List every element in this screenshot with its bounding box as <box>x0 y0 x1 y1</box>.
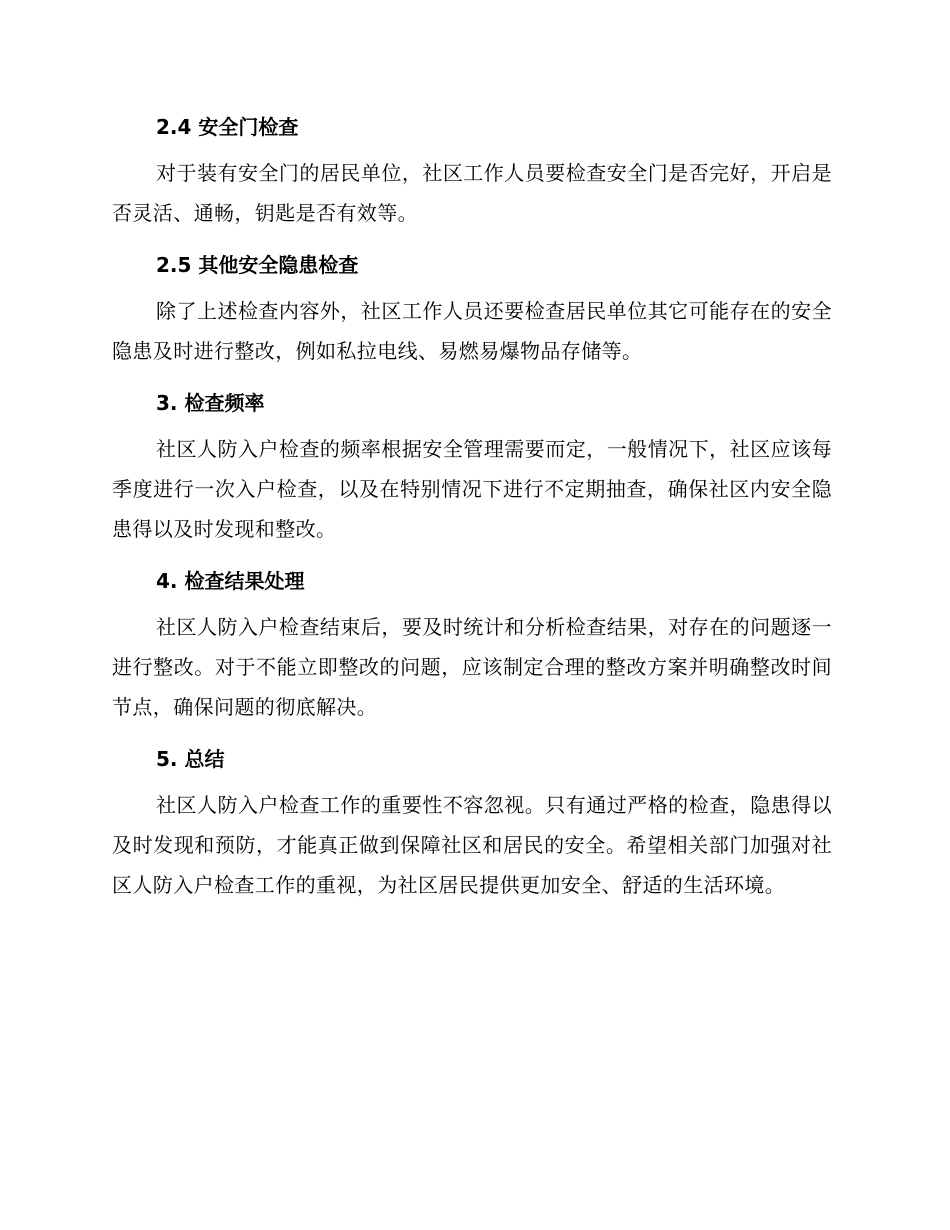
section-body-5: 社区人防入户检查工作的重要性不容忽视。只有通过严格的检查，隐患得以及时发现和预防，才能真正做到保障社区和居民的安全。希望相关部门加强对社区人防入户检查工作的重视，为社区居民提供更加安全、舒适的生活环境。 <box>112 793 832 897</box>
section-heading-5: 5. 总结 <box>156 747 225 771</box>
section-body-2-5: 除了上述检查内容外，社区工作人员还要检查居民单位其它可能存在的安全隐患及时进行整改，例如私拉电线、易燃易爆物品存储等。 <box>112 299 832 363</box>
document-content <box>112 107 832 917</box>
section-heading-2-4: 2.4 安全门检查 <box>156 115 299 139</box>
section-heading-3: 3. 检查频率 <box>156 391 265 415</box>
section-heading-2-5: 2.5 其他安全隐患检查 <box>156 253 359 277</box>
section-body-3: 社区人防入户检查的频率根据安全管理需要而定，一般情况下，社区应该每季度进行一次入户检查，以及在特别情况下进行不定期抽查，确保社区内安全隐患得以及时发现和整改。 <box>112 437 832 541</box>
section-body-4: 社区人防入户检查结束后，要及时统计和分析检查结果，对存在的问题逐一进行整改。对于不能立即整改的问题，应该制定合理的整改方案并明确整改时间节点，确保问题的彻底解决。 <box>112 615 832 719</box>
section-body-2-4: 对于装有安全门的居民单位，社区工作人员要检查安全门是否完好，开启是否灵活、通畅，钥匙是否有效等。 <box>112 161 832 225</box>
section-heading-4: 4. 检查结果处理 <box>156 569 305 593</box>
